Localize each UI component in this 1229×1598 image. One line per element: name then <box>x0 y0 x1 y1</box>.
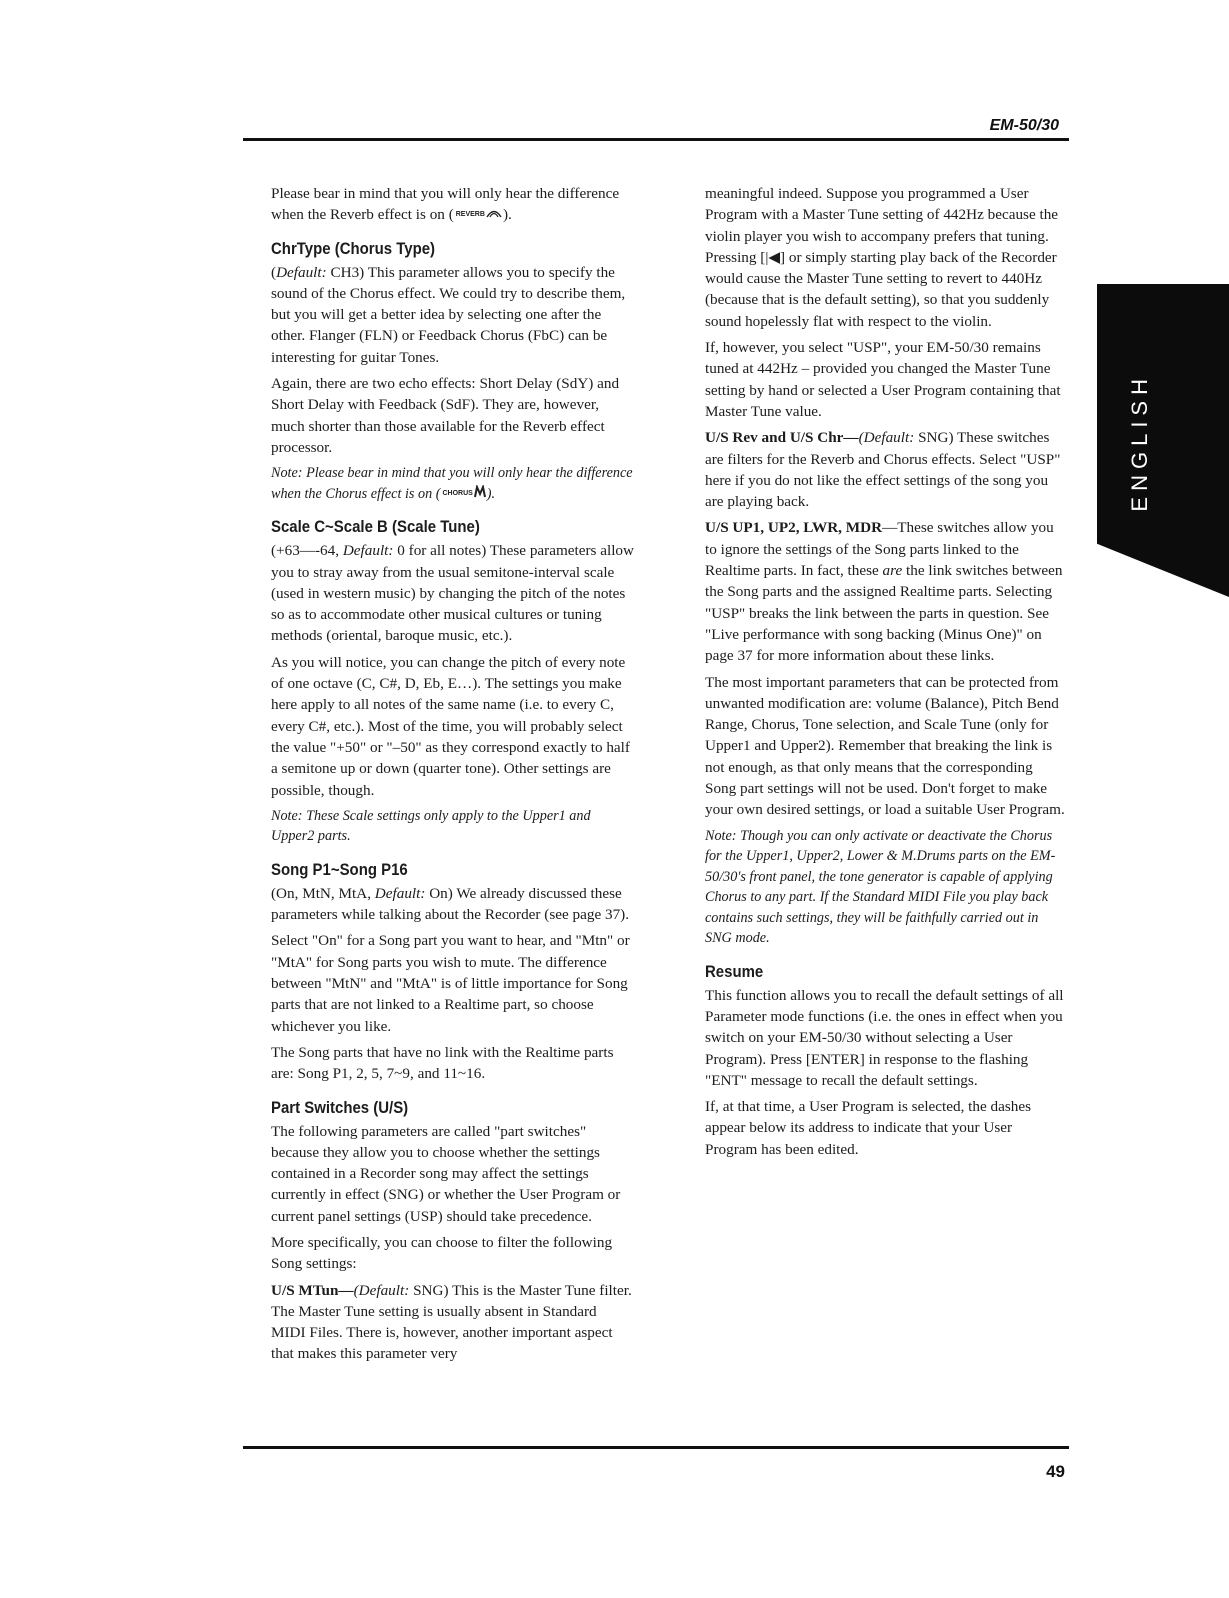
paragraph-part-1: The following parameters are called "part switches" because they allow you to choose whether the settings contained in a Recorder song may affect the settings currently in effect (SNG) or whether the User Program or current panel settings (USP) should take precedence. <box>271 1122 621 1225</box>
heading-resume: Resume <box>705 961 764 981</box>
heading-song-parts: Song P1~Song P16 <box>271 859 408 879</box>
heading-scale-tune: Scale C~Scale B (Scale Tune) <box>271 517 480 537</box>
paragraph-master-tune-cont: meaningful indeed. Suppose you programmed a User Program with a Master Tune setting of 442Hz because the violin player you wish to accompany prefers that tuning. Pressing [|◀] or simply starting play back of the Recorder would cause the Master Tune setting to revert to 440Hz (because that is the default setting), so that you suddenly sound hopelessly flat with respect to the violin. <box>705 185 1059 330</box>
note-chorus-parts: Note: Though you can only activate or deactivate the Chorus for the Upper1, Upper2, Lower & M.Drums parts on the EM-50/30's front panel, the tone generator is capable of applying Chorus to any part. If the Standard MIDI File you play back contains such settings, they will be faithfully carried out in SNG mode. <box>705 827 1056 947</box>
model-name: EM-50/30 <box>989 117 1059 134</box>
paragraph-protect: The most important parameters that can be protected from unwanted modification are: volume (Balance), Pitch Bend Range, Chorus, Tone selection, and Scale Tune (only for Upper1 and Upper2). Remember that breaking the link is not enough, as that only means that the corresponding Song part settings will not be used. Don't forget to make your own desired settings, or load a suitable User Program. <box>705 673 1065 819</box>
paragraph-master-tune: U/S MTun—(Default: SNG) This is the Master Tune filter. The Master Tune setting is usually absent in Standard MIDI Files. There is, however, another important aspect that makes this parameter very <box>271 1281 632 1363</box>
note-chorus-type: Note: Please bear in mind that you will only hear the difference when the Chorus effect is on ( CHORUS ). <box>271 463 635 504</box>
paragraph-scale-1: (+63—-64, Default: 0 for all notes) These parameters allow you to stray away from the usual semitone-interval scale (used in western music) by changing the pitch of the notes so as to accommodate other musical cultures or tuning methods (oriental, baroque music, etc.). <box>271 542 634 645</box>
paragraph-up-switches: U/S UP1, UP2, LWR, MDR—These switches allow you to ignore the settings of the Song parts linked to the Realtime parts. In fact, these are the link switches between the Song parts and the assigned Realtime parts. Selecting "USP" breaks the link between the parts in question. See "Live performance with song backing (Minus One)" on page 37 for more information about these links. <box>705 519 1063 665</box>
right-column <box>705 183 1065 1165</box>
chorus-icon <box>473 484 487 505</box>
paragraph-song-1: (On, MtN, MtA, Default: On) We already discussed these parameters while talking about the Recorder (see page 37). <box>271 884 630 924</box>
reverb-badge: REVERB <box>455 211 485 219</box>
paragraph-usp: If, however, you select "USP", your EM-50/30 remains tuned at 442Hz – provided you changed the Master Tune setting by hand or selected a User Program containing that Master Tune value. <box>705 339 1061 420</box>
chorus-badge: CHORUS <box>442 489 473 497</box>
heading-chorus-type: ChrType (Chorus Type) <box>271 238 436 258</box>
heading-part-switches: Part Switches (U/S) <box>271 1097 409 1117</box>
paragraph-song-2: Select "On" for a Song part you want to hear, and "Mtn" or "MtA" for Song parts you wish to mute. The difference between "MtN" and "MtA" is of little importance for Song parts that are not linked to a Realtime part, so choose whichever you like. <box>271 932 630 1035</box>
header-rule <box>243 138 1069 141</box>
paragraph-chorus-type-2: Again, there are two echo effects: Short Delay (SdY) and Short Delay with Feedback (SdF). They are, however, much shorter than those available for the Reverb effect processor. <box>271 375 620 456</box>
paragraph-song-3: The Song parts that have no link with the Realtime parts are: Song P1, 2, 5, 7~9, and 11~16. <box>271 1043 614 1083</box>
page-number: 49 <box>1046 1462 1065 1481</box>
paragraph-chorus-type-1: (Default: CH3) This parameter allows you to specify the sound of the Chorus effect. We could try to describe them, but you will get a better idea by selecting one after the other. Flanger (FLN) or Feedback Chorus (FbC) can be interesting for guitar Tones. <box>271 263 626 366</box>
left-column <box>271 183 635 1370</box>
paragraph-resume-2: If, at that time, a User Program is selected, the dashes appear below its address to indicate that your User Program has been edited. <box>705 1098 1032 1158</box>
paragraph-reverb-intro: Please bear in mind that you will only hear the difference when the Reverb effect is on ( REVERB ). <box>271 183 635 226</box>
footer-rule <box>243 1446 1069 1449</box>
paragraph-resume-1: This function allows you to recall the default settings of all Parameter mode functions (i.e. the ones in effect when you switch on your EM-50/30 without selecting a User Program). Press [ENTER] in response to the flashing "ENT" message to recall the default settings. <box>705 986 1064 1089</box>
paragraph-rev-chr: U/S Rev and U/S Chr—(Default: SNG) These switches are filters for the Reverb and Chorus effects. Select "USP" here if you do not like the effect settings of the song you are playing back. <box>705 429 1061 511</box>
reverb-icon <box>485 204 503 225</box>
paragraph-part-2: More specifically, you can choose to filter the following Song settings: <box>271 1233 613 1273</box>
language-tab <box>1097 284 1229 597</box>
paragraph-scale-2: As you will notice, you can change the pitch of every note of one octave (C, C#, D, Eb, E…). The settings you make here apply to all notes of the same name (i.e. to every C, every C#, etc.). Most of the time, you will probably select the value "+50" or "–50" as they correspond exactly to half a semitone up or down (quarter tone). Other settings are possible, though. <box>271 653 630 799</box>
language-tab-label: ENGLISH <box>1127 373 1152 512</box>
note-scale: Note: These Scale settings only apply to the Upper1 and Upper2 parts. <box>271 807 591 845</box>
